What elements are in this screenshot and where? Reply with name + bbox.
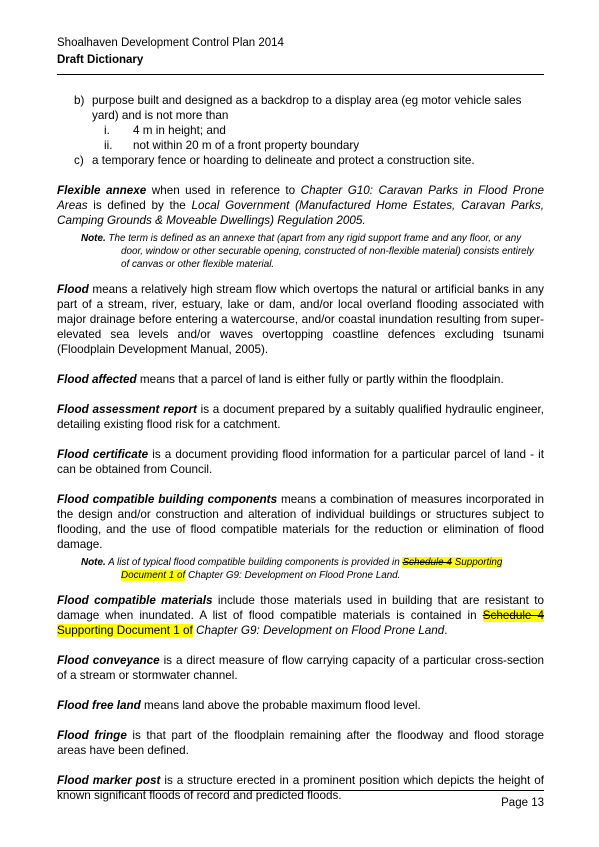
definition-flood-compatible-materials: Flood compatible materials include those materials used in building that are resistant to damage when inundated. A list of flood compatible materials is contained in Schedule 4 Supporting Document 1 of Chapter G9: Development on Flood Prone Land. (57, 594, 544, 637)
list-marker: b) (74, 94, 85, 107)
highlighted-text: Supporting (451, 557, 503, 568)
term: Flood compatible building components (57, 493, 278, 506)
term: Flood certificate (57, 448, 149, 461)
definition-flood-compatible-components: Flood compatible building components means a combination of measures incorporated in the design and/or construction and alteration of individual buildings or structures subject to flooding, and the use of flood compatible materials for the reduction or elimination of flood damage. (57, 493, 544, 551)
struck-text: Schedule 4 (402, 557, 452, 568)
regulation-ref: Local Government (Manufactured Home Estates, Caravan Parks, Camping Grounds & Moveable Dwellings) Regulation 2005. (57, 199, 544, 227)
list-marker: c) (74, 154, 84, 167)
list-text: purpose built and designed as a backdrop to a display area (eg motor vehicle sales yard) and is not more than (92, 94, 522, 122)
list-item-ii (57, 138, 544, 153)
term: Flood conveyance (57, 654, 160, 667)
list-item-c (57, 153, 544, 168)
term: Flexible annexe (57, 184, 147, 197)
document-body (57, 93, 544, 803)
term: Flood compatible materials (57, 594, 213, 607)
list-item-b (57, 93, 544, 123)
list-item-i (57, 123, 544, 138)
definition-flood-affected: Flood affected means that a parcel of land is either fully or partly within the floodplain. (57, 373, 504, 386)
term: Flood free land (57, 699, 141, 712)
term: Flood marker post (57, 774, 161, 787)
list-text: not within 20 m of a front property boundary (133, 139, 360, 152)
note-label: Note. (81, 233, 106, 244)
chapter-ref: Chapter G10: Caravan Parks in Flood Prone Areas (57, 184, 544, 212)
header-title: Shoalhaven Development Control Plan 2014 (57, 37, 284, 49)
definition-flood-fringe: Flood fringe is that part of the floodplain remaining after the floodway and flood storage areas have been defined. (57, 729, 544, 757)
footer-rule (57, 790, 544, 791)
definition-flood-free-land: Flood free land means land above the probable maximum flood level. (57, 699, 421, 712)
term: Flood fringe (57, 729, 127, 742)
note-flexible-annexe: Note. The term is defined as an annexe that (apart from any rigid support frame and any floor, or any door, window or other securable opening, constructed of non-flexible material) consists entirely of canvas or other flexible material. (81, 233, 534, 270)
definition-flood: Flood means a relatively high stream flow which overtops the natural or artificial banks in any part of a stream, river, estuary, lake or dam, and/or local overland flooding associated with major drainage before entering a watercourse, and/or coastal inundation resulting from super-elevated sea levels and/or waves overtopping coastline defences excluding tsunami (Floodplain Development Manual, 2005). (57, 283, 544, 356)
highlighted-text: Supporting Document 1 of (57, 624, 193, 637)
chapter-ref: Chapter G9: Development on Flood Prone Land (192, 624, 445, 637)
header-subtitle: Draft Dictionary (57, 54, 144, 66)
list-marker: i. (104, 124, 110, 137)
definition-flood-certificate: Flood certificate is a document providing flood information for a particular parcel of land - it can be obtained from Council. (57, 448, 544, 476)
term: Flood assessment report (57, 403, 197, 416)
highlighted-text: Document 1 of (121, 570, 186, 581)
term: Flood (57, 283, 89, 296)
term: Flood affected (57, 373, 137, 386)
list-text: a temporary fence or hoarding to delineate and protect a construction site. (92, 154, 475, 167)
note-label: Note. (81, 557, 106, 568)
list-text: 4 m in height; and (133, 124, 226, 137)
struck-text: Schedule 4 (482, 609, 544, 622)
definition-flood-assessment-report: Flood assessment report is a document prepared by a suitably qualified hydraulic engineer, detailing existing flood risk for a catchment. (57, 403, 544, 431)
note-flood-compatible-components: Note. A list of typical flood compatible building components is provided in Schedule 4 Supporting Document 1 of Chapter G9: Development on Flood Prone Land. (81, 557, 503, 581)
definition-flood-marker-post: Flood marker post is a structure erected in a prominent position which depicts the height of known significant floods of record and predicted floods. (57, 774, 544, 802)
definition-flood-conveyance: Flood conveyance is a direct measure of flow carrying capacity of a particular cross-section of a stream or stormwater channel. (57, 654, 544, 682)
list-marker: ii. (104, 139, 113, 152)
definition-flexible-annexe: Flexible annexe when used in reference to Chapter G10: Caravan Parks in Flood Prone Areas is defined by the Local Government (Manufactured Home Estates, Caravan Parks, Camping Grounds & Moveable Dwellings) Regulation 2005. (57, 184, 544, 227)
header-rule (57, 74, 544, 75)
page-number: Page 13 (501, 797, 544, 809)
